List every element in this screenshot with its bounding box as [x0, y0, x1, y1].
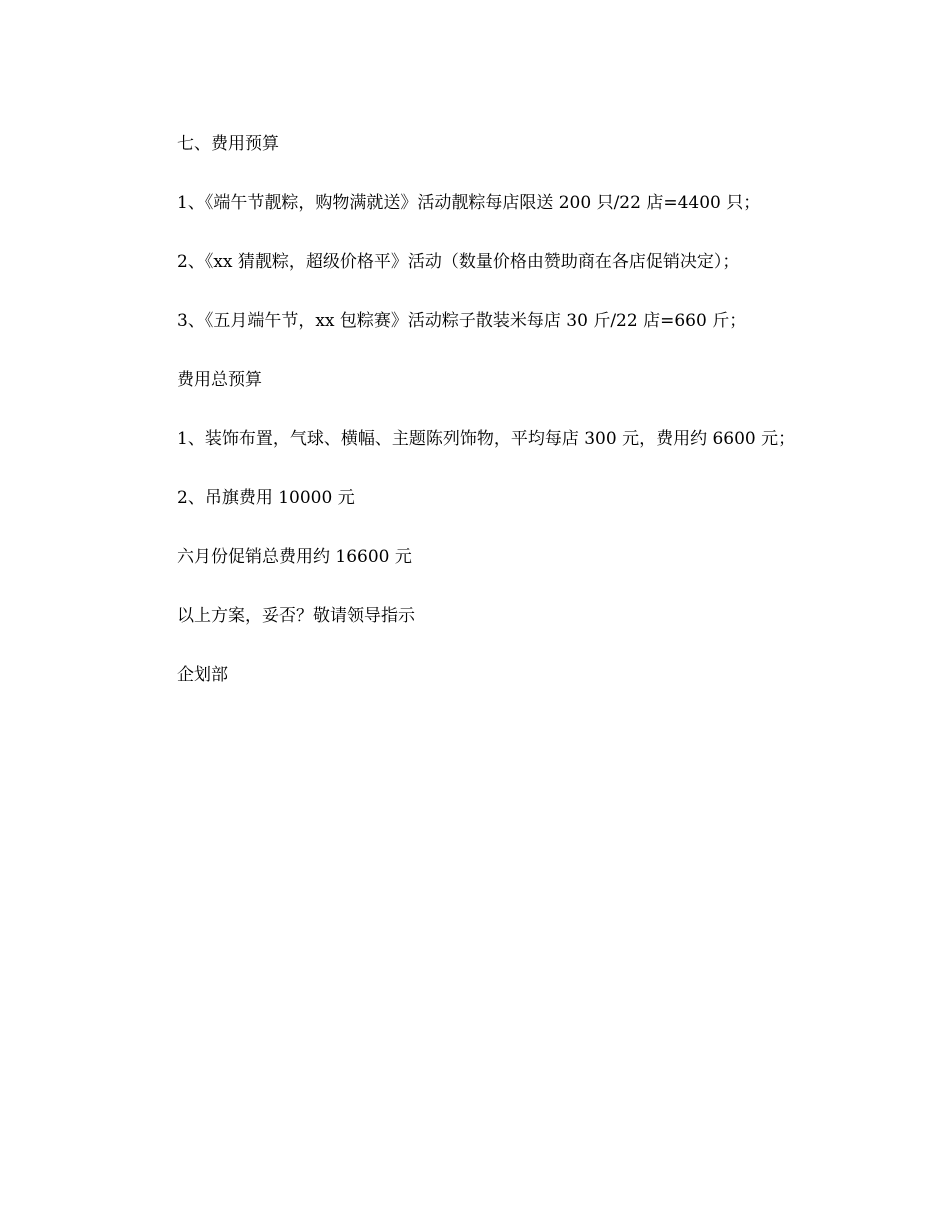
closing-line: 以上方案，妥否？敬请领导指示: [177, 606, 415, 626]
budget-item-3: 3、《五月端午节，xx 包粽赛》活动粽子散装米每店 30 斤/22 店=660 斤；: [177, 311, 747, 331]
budget-item-2: 2、《xx 猜靓粽，超级价格平》活动（数量价格由赞助商在各店促销决定）；: [177, 252, 740, 272]
department-signature: 企划部: [177, 665, 228, 685]
total-budget-item-2: 2、吊旗费用 10000 元: [177, 488, 355, 508]
summary-line: 六月份促销总费用约 16600 元: [177, 547, 412, 567]
total-budget-item-1: 1、装饰布置，气球、横幅、主题陈列饰物，平均每店 300 元，费用约 6600 元；: [177, 429, 796, 449]
total-budget-heading: 费用总预算: [177, 370, 262, 390]
document-body: [177, 130, 877, 720]
section-heading: 七、费用预算: [177, 134, 279, 154]
budget-item-1: 1、《端午节靓粽，购物满就送》活动靓粽每店限送 200 只/22 店=4400 只；: [177, 193, 761, 213]
